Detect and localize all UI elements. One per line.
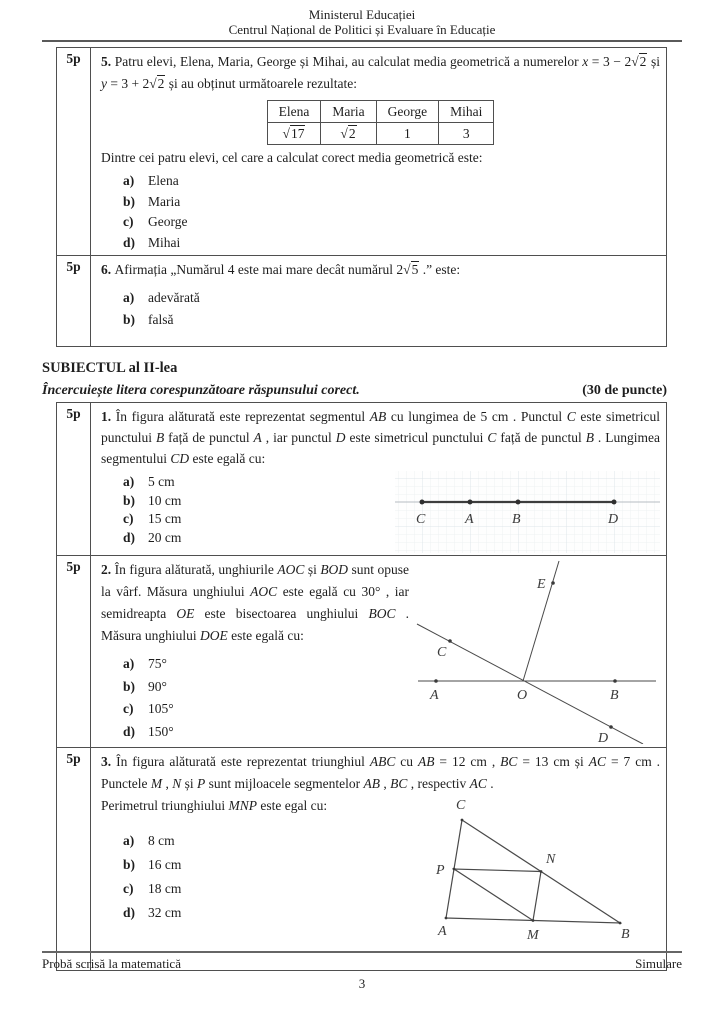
- header-center: Centrul Național de Politici și Evaluare în Educație: [228, 22, 496, 37]
- q1-option-d: d) 20 cm: [123, 529, 182, 545]
- q5-option-c: c) George: [123, 214, 188, 229]
- point-m: [532, 919, 535, 922]
- section2-title: SUBIECTUL al II-lea: [42, 360, 178, 376]
- point-label-c: C: [437, 645, 447, 660]
- question-1-body: [91, 403, 667, 556]
- figure-segment-cabd: [395, 471, 660, 553]
- q5-option-b: b) Maria: [123, 193, 181, 209]
- section1-table: [56, 47, 667, 347]
- point-p: [453, 868, 456, 871]
- point-label-p: P: [436, 863, 445, 878]
- header-ministry: Ministerul Educației: [308, 7, 416, 22]
- point-c: [420, 500, 425, 505]
- point-label-b: B: [512, 512, 521, 527]
- question-5-options: [101, 171, 660, 253]
- results-value-george: 1: [376, 123, 439, 145]
- question-1-options: [101, 473, 181, 547]
- point-label-c: C: [456, 798, 466, 813]
- point-d: [609, 725, 613, 729]
- section2-table: [56, 402, 667, 971]
- point-n: [540, 870, 543, 873]
- q3-option-d: d) 32 cm: [123, 905, 182, 920]
- question-5-row: [57, 48, 667, 256]
- footer: [42, 956, 682, 972]
- q2-option-a: a) 75°: [123, 656, 167, 671]
- results-header-row: [267, 101, 494, 123]
- section2-instruction-row: [42, 383, 667, 399]
- point-label-d: D: [608, 512, 619, 527]
- section2-instruction: Încercuiește litera corespunzătoare răspunsului corect.: [42, 383, 360, 398]
- point-label-b: B: [610, 688, 619, 703]
- point-label-o: O: [517, 688, 528, 703]
- point-label-b: B: [621, 927, 630, 942]
- question-6-statement: 6. Afirmația „Numărul 4 este mai mare decât numărul 2√5 .” este:: [101, 262, 461, 277]
- question-5-statement: 5. Patru elevi, Elena, Maria, George și Mihai, au calculat media geometrică a numerelor x = 3 − 2√2 și y = 3 + 2√2 și au obținut următoarele rezultate:: [101, 54, 660, 91]
- footer-page-number: 3: [358, 976, 366, 991]
- question-3-row: [57, 748, 667, 971]
- q2-option-c: c) 105°: [123, 701, 174, 716]
- q3-option-c: c) 18 cm: [123, 881, 182, 896]
- question-6-body: [91, 256, 667, 347]
- q1-option-a: a) 5 cm: [123, 474, 175, 489]
- footer-exam-type: Probă scrisă la matematică: [42, 956, 181, 971]
- point-label-n: N: [546, 852, 556, 867]
- question-2-points: 5p: [57, 556, 91, 748]
- q2-option-d: d) 150°: [123, 723, 174, 739]
- triangle-mnp: [454, 869, 541, 921]
- question-3-statement: 3. În figura alăturată este reprezentat triunghiul ABC cu AB = 12 cm , BC = 13 cm și AC = 7 cm . Punctele M , N și P sunt mijloacele segmentelor AB , BC , respectiv AC .: [101, 754, 661, 791]
- question-2-body: [91, 556, 667, 748]
- results-value-elena: √17: [267, 123, 321, 145]
- point-b: [613, 679, 617, 683]
- point-label-c: C: [416, 512, 426, 527]
- q1-option-c: c) 15 cm: [123, 511, 182, 526]
- figure-angles-aob: [413, 559, 660, 744]
- point-b: [516, 500, 521, 505]
- q2-option-b: b) 90°: [123, 678, 167, 694]
- results-value-mihai: 3: [439, 123, 494, 145]
- question-2-statement: 2. În figura alăturată, unghiurile AOC și BOD sunt opuse la vârf. Măsura unghiului AOC este egală cu 30° , iar semidreapta OE este bisectoarea unghiului BOC . Măsura unghiului DOE este egală cu:: [101, 562, 410, 643]
- results-header-elena: Elena: [267, 101, 321, 123]
- point-label-a: A: [438, 924, 447, 939]
- question-1-row: [57, 403, 667, 556]
- point-b: [619, 922, 622, 925]
- section2-points-total: (30 de puncte): [582, 383, 667, 398]
- question-3-body: [91, 748, 667, 971]
- q5-option-a: a) Elena: [123, 173, 179, 188]
- question-6-options: [101, 287, 660, 330]
- point-label-a: A: [430, 688, 439, 703]
- point-d: [612, 500, 617, 505]
- question-2-row: [57, 556, 667, 748]
- results-header-george: George: [376, 101, 439, 123]
- point-label-a: A: [465, 512, 474, 527]
- question-5-points: 5p: [57, 48, 91, 256]
- question-3-statement-2: Perimetrul triunghiului MNP este egal cu:: [101, 798, 328, 813]
- point-a: [445, 917, 448, 920]
- question-2-options: [101, 653, 409, 743]
- point-a: [434, 679, 438, 683]
- point-label-d: D: [598, 731, 609, 744]
- document-header: [42, 0, 682, 42]
- point-a: [468, 500, 473, 505]
- results-value-maria: √2: [321, 123, 376, 145]
- question-5-prompt: Dintre cei patru elevi, cel care a calculat corect media geometrică este:: [101, 150, 483, 165]
- question-6-points: 5p: [57, 256, 91, 347]
- q1-option-b: b) 10 cm: [123, 492, 182, 508]
- q5-option-d: d) Mihai: [123, 234, 181, 250]
- results-header-mihai: Mihai: [439, 101, 494, 123]
- figure-triangle-abc: [428, 795, 638, 947]
- question-5-body: [91, 48, 667, 256]
- question-6-row: [57, 256, 667, 347]
- point-label-e: E: [537, 577, 546, 592]
- q3-option-a: a) 8 cm: [123, 833, 175, 848]
- point-e: [551, 581, 555, 585]
- point-c: [448, 639, 452, 643]
- question-3-points: 5p: [57, 748, 91, 971]
- question-1-points: 5p: [57, 403, 91, 556]
- question-3-options: [101, 829, 424, 925]
- footer-divider: [42, 951, 682, 953]
- results-table: [267, 100, 495, 145]
- q6-option-b: b) falsă: [123, 311, 174, 327]
- point-c: [461, 819, 464, 822]
- point-label-m: M: [527, 928, 539, 943]
- q3-option-b: b) 16 cm: [123, 857, 182, 872]
- question-1-statement: 1. În figura alăturată este reprezentat segmentul AB cu lungimea de 5 cm . Punctul C este simetricul punctului B față de punctul A , iar punctul D este simetricul punctului C față de punctul B . Lungimea segmentului CD este egală cu:: [101, 409, 660, 466]
- results-header-maria: Maria: [321, 101, 376, 123]
- q6-option-a: a) adevărată: [123, 290, 200, 305]
- results-value-row: [267, 123, 494, 145]
- footer-session: Simulare: [635, 956, 682, 971]
